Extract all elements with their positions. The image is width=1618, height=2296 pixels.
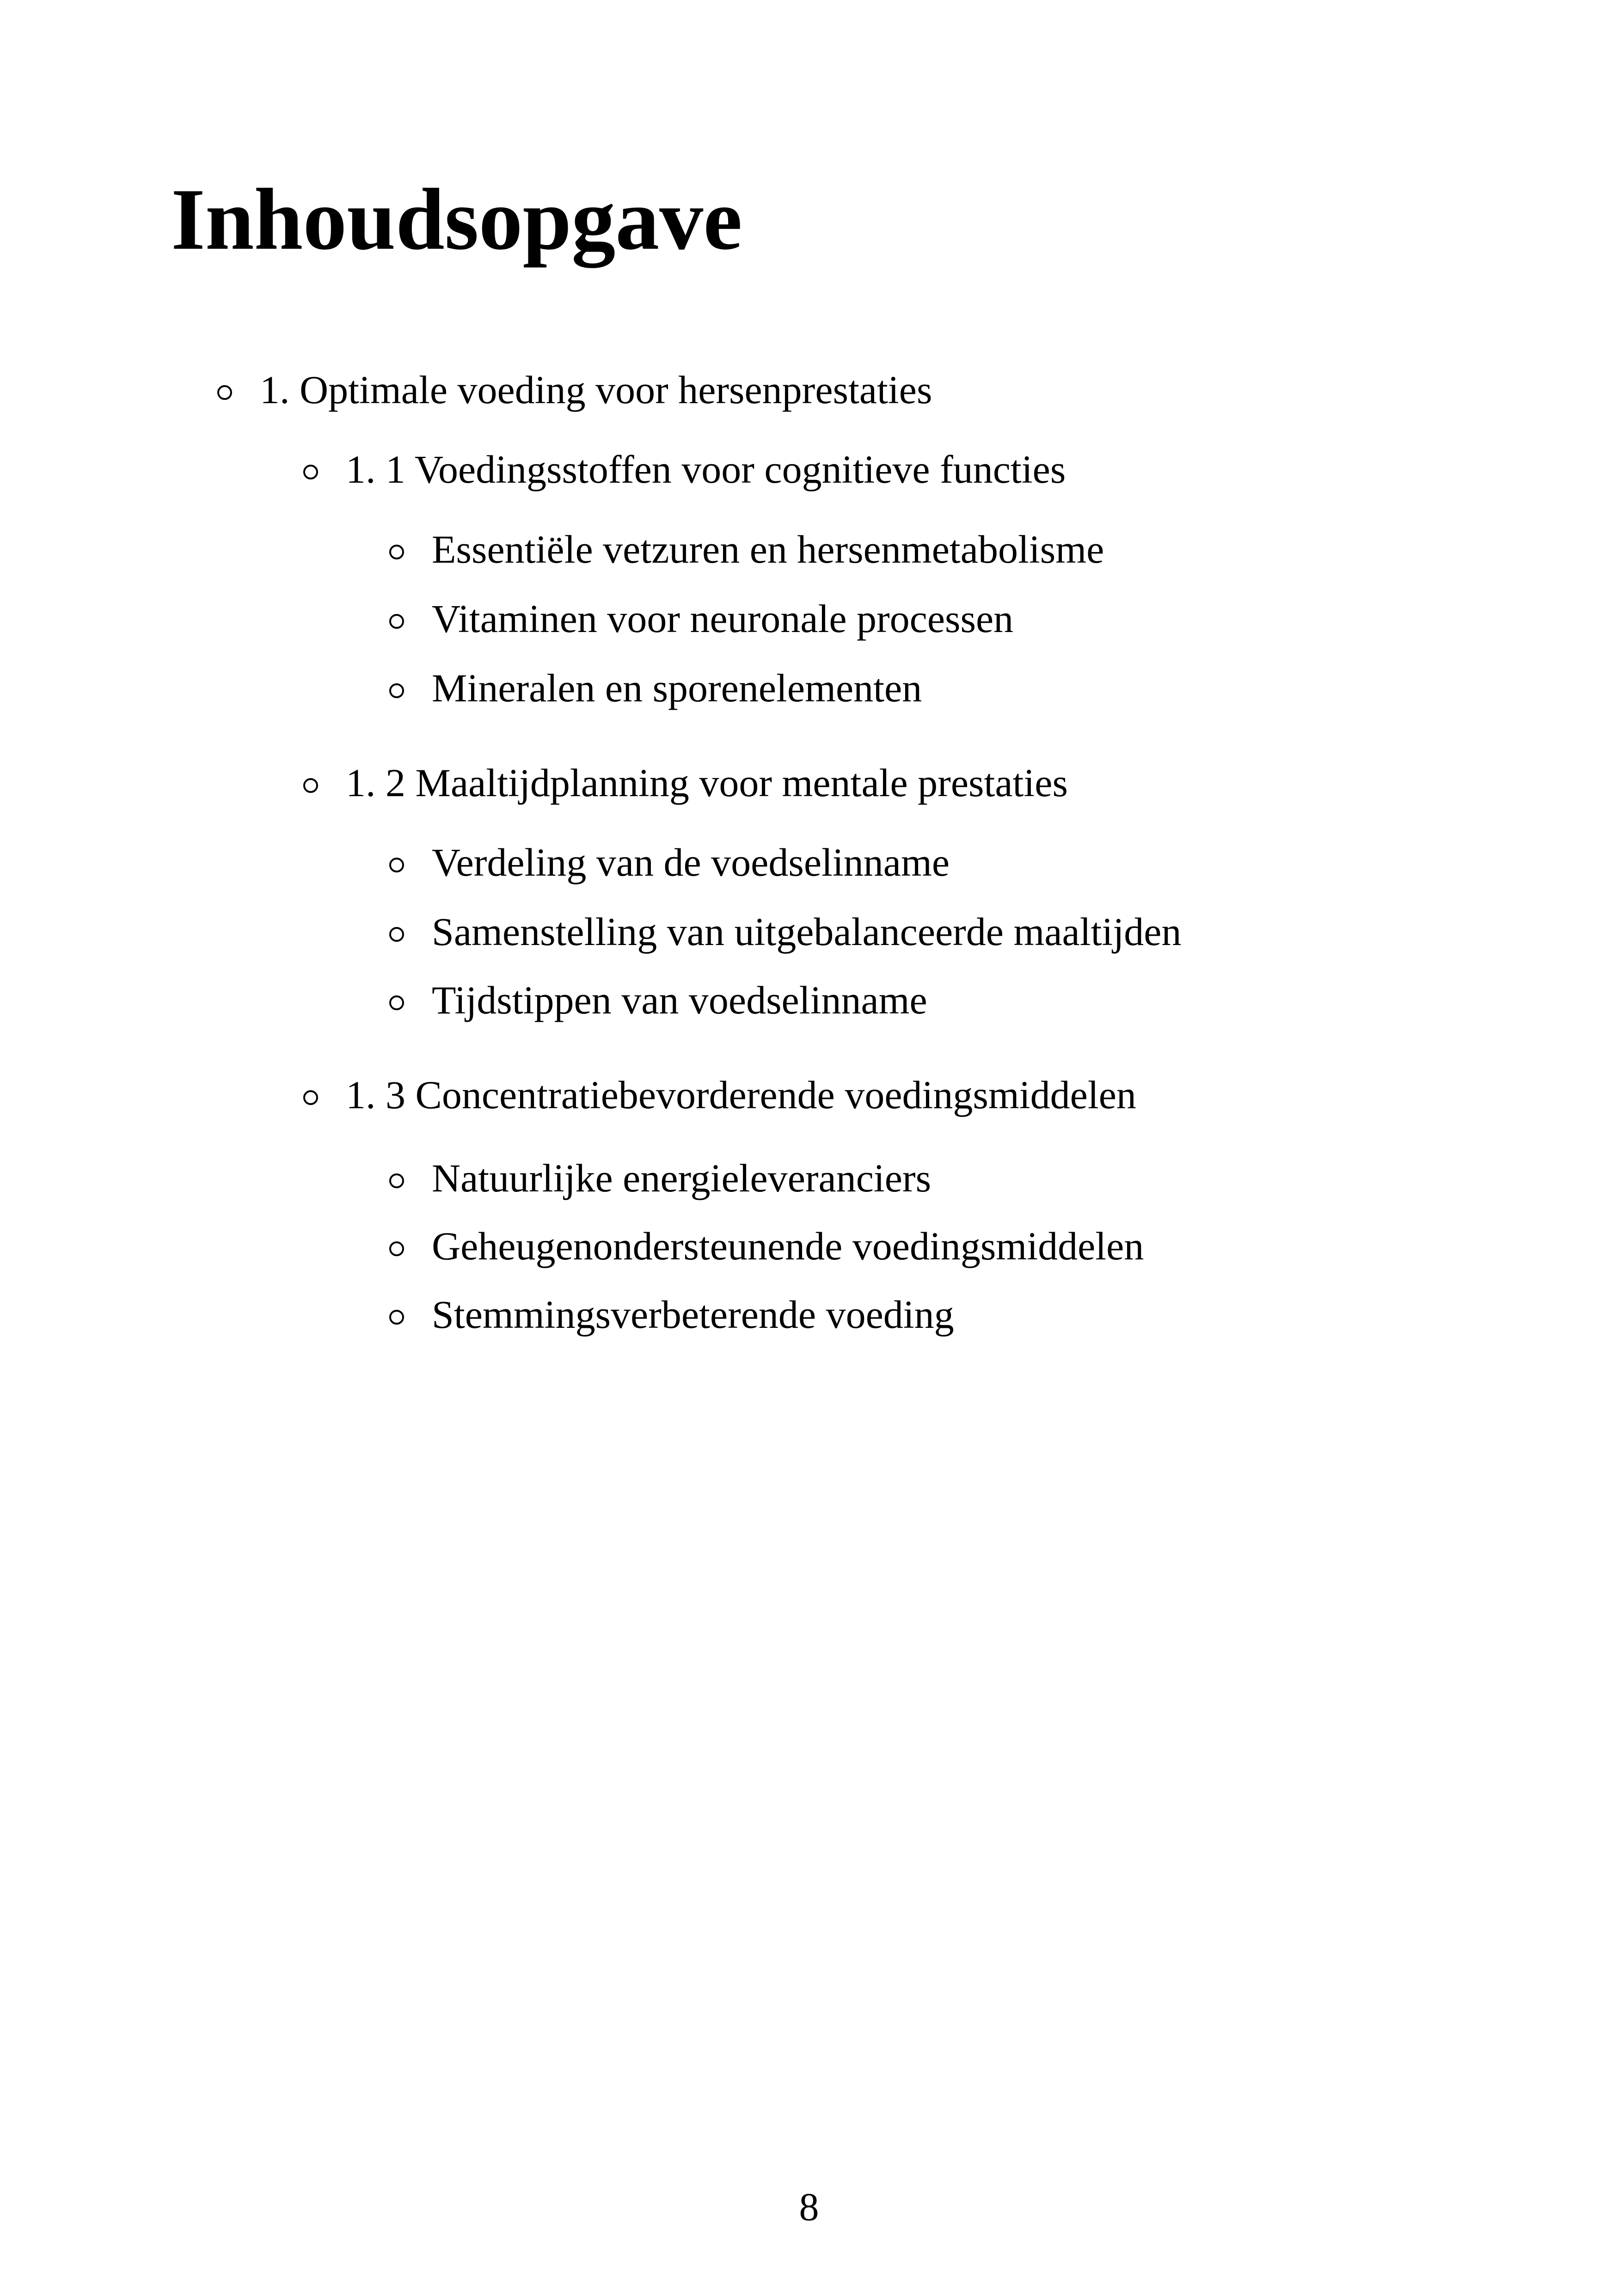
toc-entry-label: Geheugenondersteunende voedingsmiddelen — [432, 1224, 1144, 1268]
toc-item[interactable] — [389, 596, 1014, 641]
toc-entry-label: 1. 1 Voedingsstoffen voor cognitieve functies — [346, 447, 1066, 491]
toc-item[interactable] — [389, 842, 950, 882]
circle-bullet-icon — [389, 1241, 404, 1256]
toc-entry-label: Essentiële vetzuren en hersenmetabolisme — [432, 527, 1104, 571]
page-number: 8 — [799, 2185, 819, 2229]
toc-entry-label: Verdeling van de voedselinname — [432, 840, 950, 884]
toc-section-1-1[interactable] — [303, 449, 1066, 489]
circle-bullet-icon — [389, 1310, 404, 1325]
toc-item[interactable] — [389, 980, 927, 1020]
toc-item[interactable] — [389, 909, 1182, 954]
toc-entry-label: Stemmingsverbeterende voeding — [432, 1292, 954, 1337]
circle-bullet-icon — [303, 465, 318, 479]
page-title: Inhoudsopgave — [171, 171, 742, 268]
circle-bullet-icon — [389, 614, 404, 629]
toc-entry-label: 1. 3 Concentratiebevorderende voedingsmiddelen — [346, 1073, 1136, 1117]
circle-bullet-icon — [303, 1090, 318, 1105]
toc-item[interactable] — [389, 668, 922, 708]
toc-item[interactable] — [389, 1292, 954, 1337]
circle-bullet-icon — [389, 995, 404, 1010]
toc-entry-label: 1. Optimale voeding voor hersenprestaties — [260, 368, 932, 412]
circle-bullet-icon — [389, 858, 404, 872]
circle-bullet-icon — [217, 385, 232, 400]
toc-section-1-3[interactable] — [303, 1075, 1136, 1115]
toc-entry-label: 1. 2 Maaltijdplanning voor mentale prestaties — [346, 761, 1068, 805]
toc-entry-label: Natuurlijke energieleveranciers — [432, 1156, 932, 1200]
circle-bullet-icon — [389, 683, 404, 698]
toc-item[interactable] — [389, 529, 1104, 569]
toc-entry-label: Mineralen en sporenelementen — [432, 666, 922, 710]
toc-entry-label: Tijdstippen van voedselinname — [432, 978, 927, 1022]
toc-entry-label: Vitaminen voor neuronale processen — [432, 596, 1014, 641]
toc-chapter-1[interactable] — [217, 370, 932, 410]
toc-entry-label: Samenstelling van uitgebalanceerde maaltijden — [432, 909, 1182, 954]
circle-bullet-icon — [303, 778, 318, 793]
toc-item[interactable] — [389, 1158, 931, 1198]
toc-item[interactable] — [389, 1226, 1144, 1266]
circle-bullet-icon — [389, 1173, 404, 1188]
circle-bullet-icon — [389, 927, 404, 942]
toc-section-1-2[interactable] — [303, 763, 1068, 803]
circle-bullet-icon — [389, 545, 404, 559]
